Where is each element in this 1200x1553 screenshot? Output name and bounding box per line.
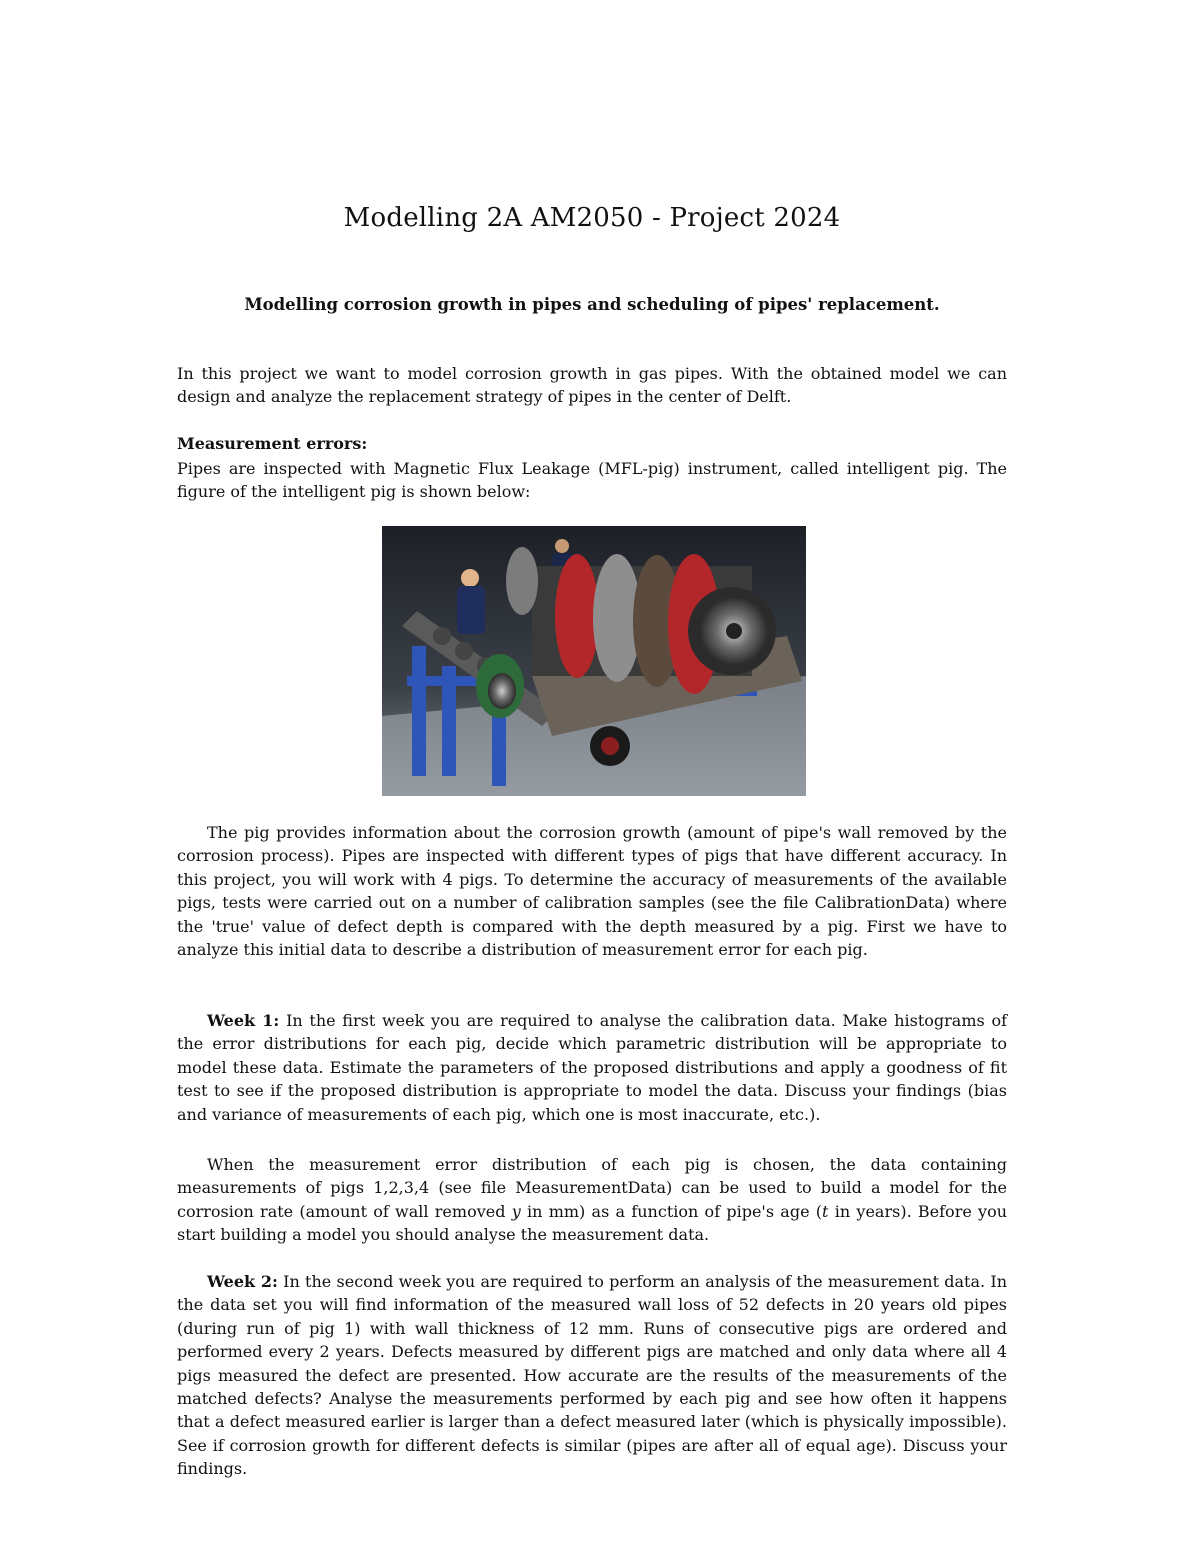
week1-paragraph xyxy=(177,1009,1007,1126)
model-variable-y: y xyxy=(511,1201,521,1221)
intro-paragraph: In this project we want to model corrosion growth in gas pipes. With the obtained model we can design and analyze the replacement strategy of pipes in the center of Delft. xyxy=(177,364,1007,407)
model-variable-t: t xyxy=(822,1201,829,1221)
model-text-1: When the measurement error distribution of each pig is chosen, the data containing measurements of pigs 1,2,3,4 (see file MeasurementData) can be used to build a model for the corrosion rate (amount of wall removed xyxy=(177,1155,1007,1221)
document-title: Modelling 2A AM2050 - Project 2024 xyxy=(343,203,841,233)
week1-label: Week 1: xyxy=(207,1011,280,1030)
measurement-errors-heading: Measurement errors: xyxy=(177,434,368,453)
intelligent-pig-photo xyxy=(382,526,806,796)
model-paragraph xyxy=(177,1153,1007,1247)
measurement-paragraph: Pipes are inspected with Magnetic Flux Leakage (MFL-pig) instrument, called intelligent pig. The figure of the intelligent pig is shown below: xyxy=(177,459,1007,502)
week2-paragraph xyxy=(177,1270,1007,1481)
week2-text: In the second week you are required to perform an analysis of the measurement data. In the data set you will find information of the measured wall loss of 52 defects in 20 years old pipes (during run of pig 1) with wall thickness of 12 mm. Runs of consecutive pigs are ordered and performed every 2 years. Defects measured by different pigs are matched and only data where all 4 pigs measured the defect are presented. How accurate are the results of the measurements of the matched defects? Analyse the measurements performed by each pig and see how often it happens that a defect measured earlier is larger than a defect measured later (which is physically impossible). See if corrosion growth for different defects is similar (pipes are after all of equal age). Discuss your findings. xyxy=(177,1272,1007,1479)
model-text-3: in years). Before you start building a model you should analyse the measurement data. xyxy=(177,1201,1008,1245)
pig-description-paragraph: The pig provides information about the corrosion growth (amount of pipe's wall removed by the corrosion process). Pipes are inspected with different types of pigs that have different accuracy. In this project, you will work with 4 pigs. To determine the accuracy of measurements of the available pigs, tests were carried out on a number of calibration samples (see the file CalibrationData) where the 'true' value of defect depth is compared with the depth measured by a pig. First we have to analyze this initial data to describe a distribution of measurement error for each pig. xyxy=(177,823,1007,960)
week1-text: In the first week you are required to analyse the calibration data. Make histograms of the error distributions for each pig, decide which parametric distribution will be appropriate to model these data. Estimate the parameters of the proposed distributions and apply a goodness of fit test to see if the proposed distribution is appropriate to model the data. Discuss your findings (bias and variance of measurements of each pig, which one is most inaccurate, etc.). xyxy=(177,1011,1007,1124)
document-subtitle: Modelling corrosion growth in pipes and scheduling of pipes' replacement. xyxy=(244,295,940,314)
week2-label: Week 2: xyxy=(207,1272,278,1291)
model-text-2: in mm) as a function of pipe's age ( xyxy=(527,1201,823,1221)
